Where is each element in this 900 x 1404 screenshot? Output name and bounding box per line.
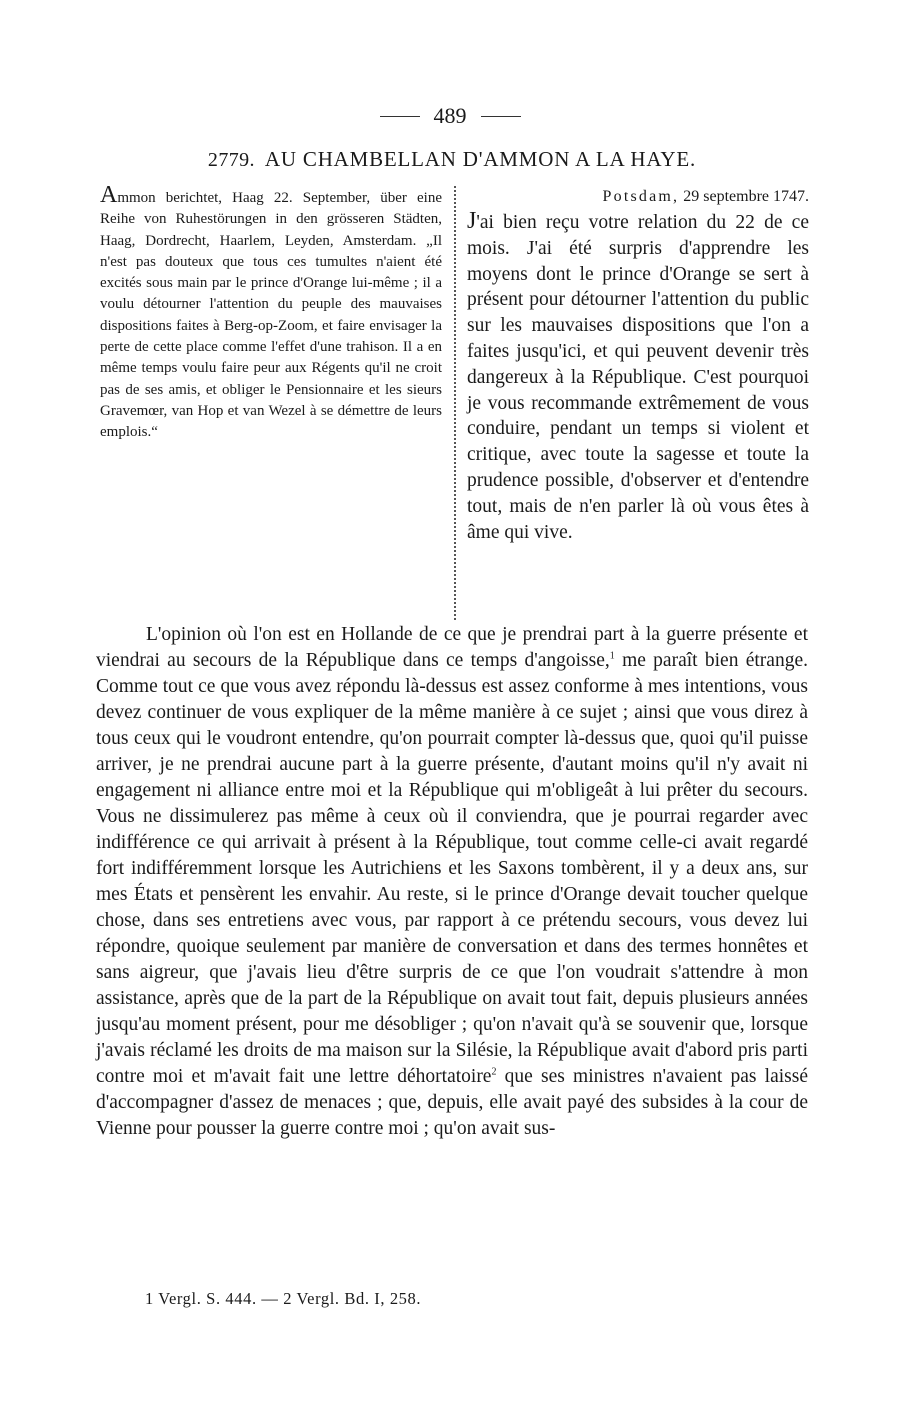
letter-title: AU CHAMBELLAN D'AMMON A LA HAYE. <box>264 147 697 171</box>
column-divider <box>454 186 456 620</box>
body-paragraph <box>96 622 808 1142</box>
summary-initial: A <box>100 182 118 208</box>
page-header <box>0 100 900 132</box>
dateline-place: Potsdam, <box>602 188 680 205</box>
letter-number: 2779. <box>207 149 255 171</box>
letter-initial: J <box>467 208 477 234</box>
letter-opening <box>467 209 809 545</box>
body-text-1: L'opinion où l'on est en Hollande de ce que je prendrai part à la guerre présente et viendrai au secours de la République dans ce temps d'angoisse, <box>96 624 808 671</box>
body-text-3: que ses ministres n'avaient pas laissé d'accompagner d'assez de menaces ; que, depuis, elle avait payé des subsides à la cour de Vienne pour pousser la guerre contre moi ; qu'on avait sus- <box>96 1065 808 1139</box>
summary-note <box>100 182 442 444</box>
summary-paragraph <box>100 182 442 444</box>
page-number: 489 <box>433 103 467 128</box>
header-rule-right <box>481 116 521 117</box>
footnote-ref-2: 2 <box>491 1066 497 1078</box>
letter-heading <box>96 147 808 172</box>
header-rule-left <box>380 116 420 117</box>
letter-column <box>467 185 809 545</box>
dateline <box>467 185 809 209</box>
letter-opening-text: 'ai bien reçu votre relation du 22 de ce mois. J'ai été surpris d'apprendre les moyens dont le prince d'Orange se sert à présent pour détourner l'attention du public sur les mauvaises dispositions que l'on a faites jusqu'ici, et qui peuvent devenir très dangereux à la République. C'est pourquoi je vous recommande extrêmement de vous conduire, pendant un temps si violent et critique, avec toute la sagesse et toute la prudence possible, d'observer et d'entendre tout, mais de n'en parler là où vous êtes à âme qui vive. <box>467 212 809 543</box>
footnote-ref-1: 1 <box>609 650 615 662</box>
body-text-2: me paraît bien étrange. Comme tout ce que vous avez répondu là-dessus est assez conforme à mes intentions, vous devez continuer de vous expliquer de la même manière à ce sujet ; ainsi que vous direz à tous ceux qui le voudront entendre, qu'on pourrait compter là-dessus que, quoi qu'il puisse arriver, je ne prendrai aucune part à la guerre présente, d'autant moins qu'il n'y avait ni engagement ni alliance entre moi et la République qui m'obligeât à lui prêter du secours. Vous ne dissimulerez pas même à ceux où il conviendra, que je pourrai regarder avec indifférence ce qui arrivait à présent à la République, tout comme celle-ci avait regardé fort indifféremment lorsque les Autrichiens et les Saxons tombèrent, il y a deux ans, sur mes États et pensèrent les envahir. Au reste, si le prince d'Orange devait toucher quelque chose, dans ses entretiens avec vous, par rapport à ce prétendu secours, vous devez lui répondre, quoique seulement par manière de conversation et dans des termes honnêtes et sans aigreur, que j'avais lieu d'être surpris de ce que l'on voudrait s'attendre à mon assistance, après que de la part de la République on avait tout fait, depuis plusieurs années jusqu'au moment présent, pour me désobliger ; qu'on n'avait qu'à se souvenir que, lorsque j'avais réclamé les droits de ma maison sur la Silésie, la République avait d'abord pris parti contre moi et m'avait fait une lettre déhortatoire <box>96 649 808 1087</box>
footnotes: 1 Vergl. S. 444. — 2 Vergl. Bd. I, 258. <box>145 1289 422 1308</box>
letter-body <box>96 622 808 1142</box>
dateline-date: 29 septembre 1747. <box>683 188 809 205</box>
summary-text: mmon berichtet, Haag 22. September, über eine Reihe von Ruhestörungen in den grösseren Städten, Haag, Dordrecht, Haarlem, Leyden, Amsterdam. „Il n'est pas douteux que tous ces tumultes n'aient été excités sous main par le prince d'Orange lui-même ; il a voulu détourner l'attention du peuple des mauvaises dispositions faites à Berg-op-Zoom, et faire envisager la perte de cette place comme l'effet d'une trahison. Il a en même temps voulu faire peur aux Régents qu'il ne croit pas de ses amis, et obliger le Pensionnaire et les sieurs Gravemœr, van Hop et van Wezel à se démettre de leurs emplois.“ <box>100 190 442 441</box>
